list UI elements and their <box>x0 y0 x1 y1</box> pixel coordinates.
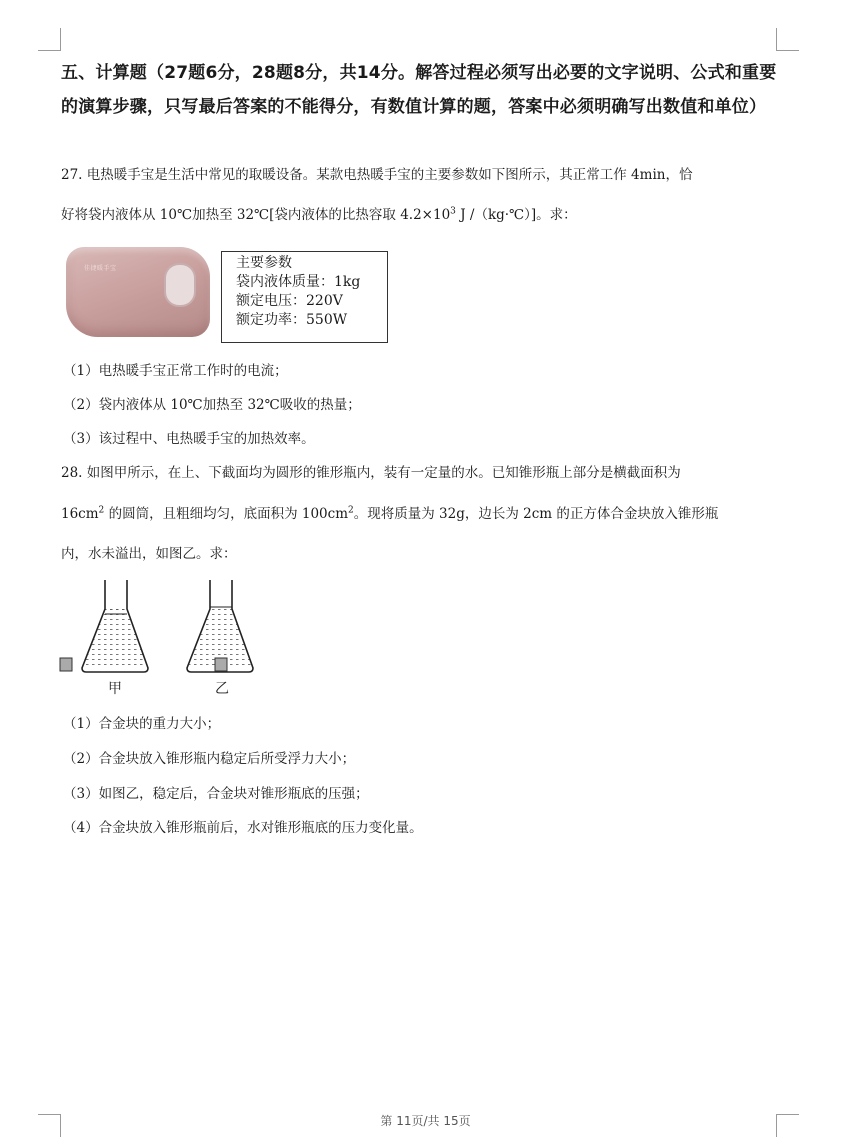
q27-sub3: （3）该过程中、电热暖手宝的加热效率。 <box>63 431 315 447</box>
hand-warmer-image <box>66 247 210 337</box>
param-power: 额定功率：550W <box>236 312 348 328</box>
q27-line2: 好将袋内液体从 10℃加热至 32℃[袋内液体的比热容取 $4.2\times 10^3$ J /（kg·℃）]。求： <box>61 206 577 223</box>
q28-sub4: （4）合金块放入锥形瓶前后，水对锥形瓶底的压力变化量。 <box>63 820 423 836</box>
param-voltage: 额定电压：220V <box>236 293 343 309</box>
alloy-cube-inside <box>215 658 227 671</box>
alloy-cube-outside <box>60 658 72 671</box>
q28-line3: 内，水未溢出，如图乙。求： <box>61 546 237 562</box>
flask-a <box>82 580 148 672</box>
param-mass: 袋内液体质量：1kg <box>236 274 361 290</box>
q28-sub1: （1）合金块的重力大小； <box>63 716 221 732</box>
flask-figures <box>55 572 275 700</box>
section-title: 五、计算题（27题6分，28题8分，共14分。解答过程必须写出必要的文字说明、公式和重要的演算步骤，只写最后答案的不能得分，有数值计算的题，答案中必须明确写出数值和单位） <box>61 63 777 117</box>
q28-sub3: （3）如图乙，稳定后，合金块对锥形瓶底的压强； <box>63 786 369 802</box>
page-number: 第 11页/共 15页 <box>380 1114 471 1128</box>
hand-warmer-button <box>166 265 194 305</box>
q28-line2: $16cm^2$ 的圆筒，且粗细均匀，底面积为 $100cm^2$。现将质量为 32g，边长为 2cm 的正方体合金块放入锥形瓶 <box>61 505 719 522</box>
fig-label-b: 乙 <box>215 681 229 697</box>
q27-line1: 27. 电热暖手宝是生活中常见的取暖设备。某款电热暖手宝的主要参数如下图所示，其正常工作 4min，恰 <box>61 167 693 183</box>
parameter-box <box>221 251 388 343</box>
fig-label-a: 甲 <box>108 681 122 697</box>
q27-sub1: （1）电热暖手宝正常工作时的电流； <box>63 363 288 379</box>
param-title: 主要参数 <box>236 255 292 271</box>
crop-mark-top-right <box>776 28 799 51</box>
flask-b <box>187 580 253 672</box>
q27-sub2: （2）袋内液体从 10℃加热至 32℃吸收的热量； <box>63 397 361 413</box>
q28-sub2: （2）合金块放入锥形瓶内稳定后所受浮力大小； <box>63 751 356 767</box>
hand-warmer-logo: 佳捷暖手宝 <box>84 265 117 272</box>
q28-line1: 28. 如图甲所示，在上、下截面均为圆形的锥形瓶内，装有一定量的水。已知锥形瓶上部分是横截面积为 <box>61 465 681 481</box>
crop-mark-top-left <box>38 28 61 51</box>
